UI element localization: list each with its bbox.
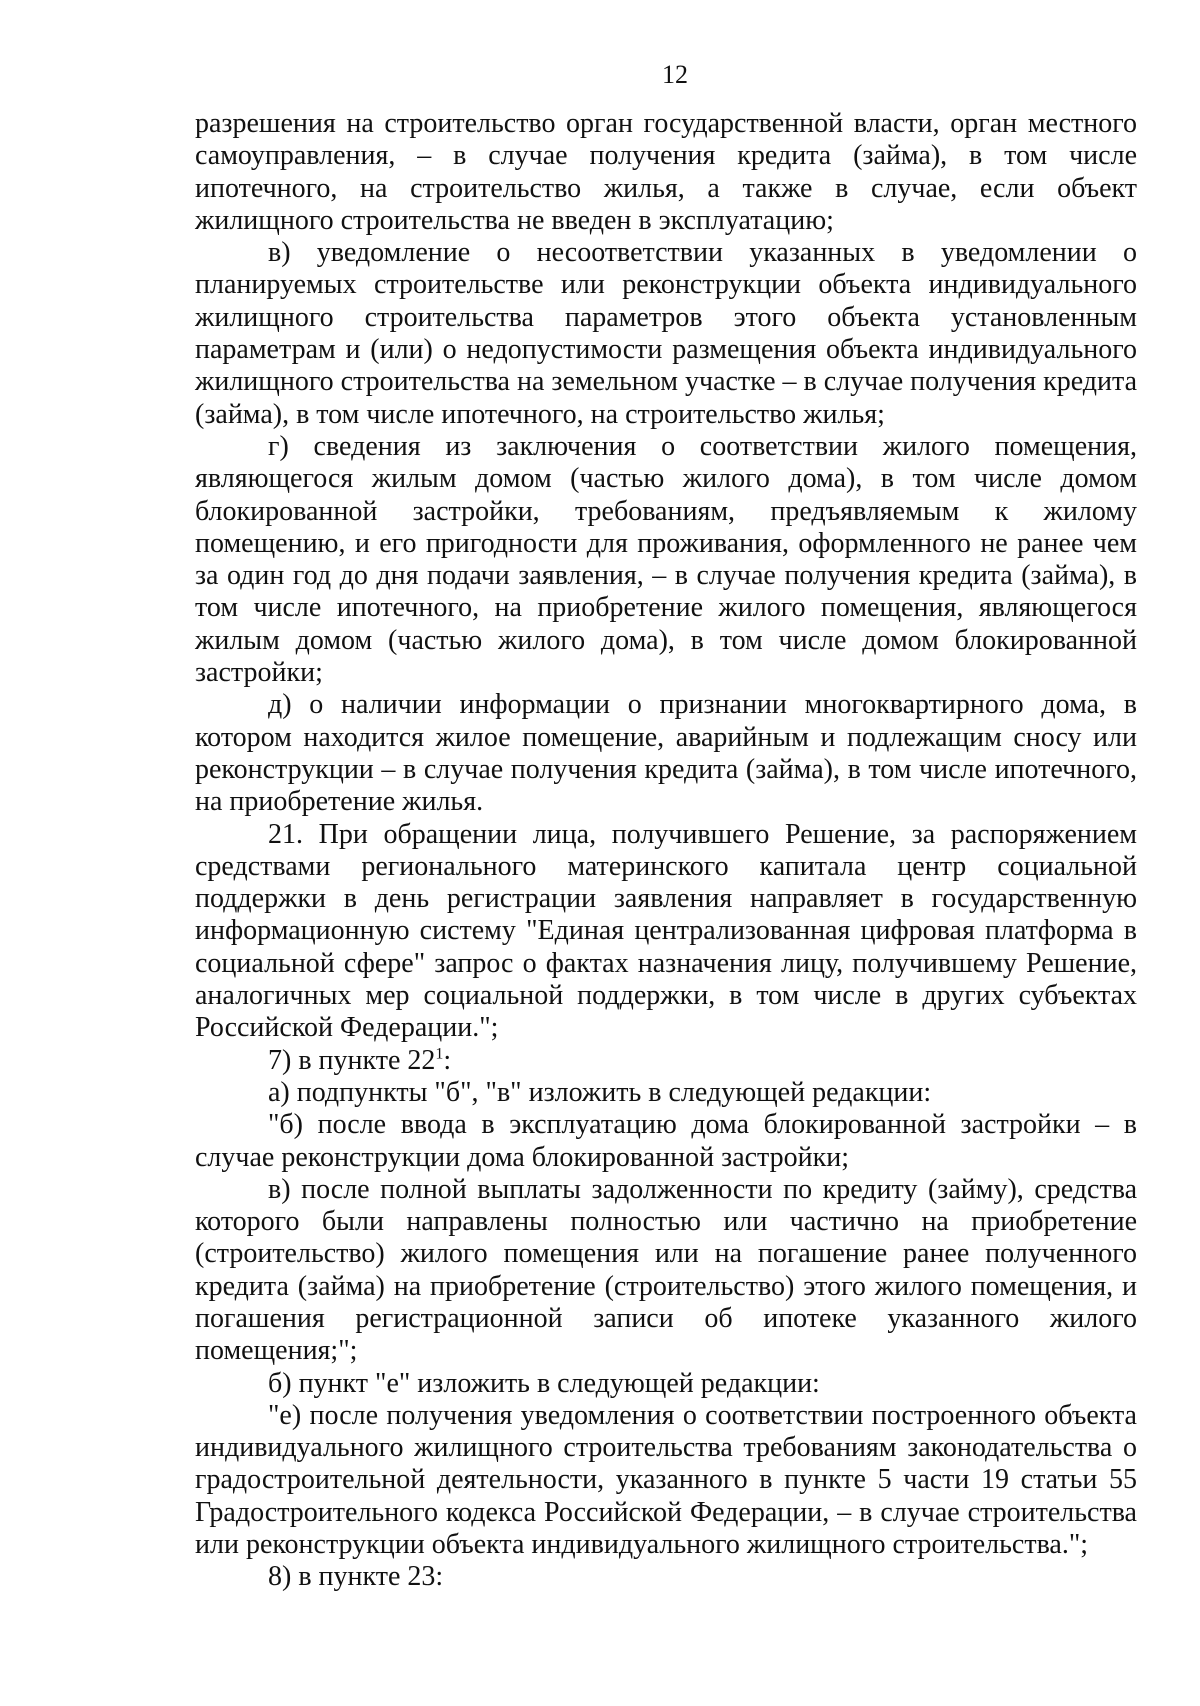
item-7-superscript: 1	[435, 1045, 444, 1063]
paragraph-subitem-a: а) подпункты "б", "в" изложить в следующей редакции:	[268, 1076, 932, 1108]
paragraph-quote-v: в) после полной выплаты задолженности по кредиту (займу), средства которого были направлены полностью или частично на приобретение (строительство) жилого помещения или на погашение ранее полученного кредита (займа) на приобретение (строительство) этого жилого помещения, и погашения регистрационной записи об ипотеке указанного жилого помещения;";	[195, 1173, 1137, 1367]
paragraph-item-8: 8) в пункте 23:	[268, 1561, 444, 1593]
paragraph-item-g: г) сведения из заключения о соответствии жилого помещения, являющегося жилым домом (частью жилого дома), в том числе домом блокированной застройки, требованиям, предъявляемым к жилому помещению, и его пригодности для проживания, оформленного не ранее чем за один год до дня подачи заявления, – в случае получения кредита (займа), в том числе ипотечного, на приобретение жилого помещения, являющегося жилым домом (частью жилого дома), в том числе домом блокированной застройки;	[195, 430, 1137, 689]
paragraph-point-21: 21. При обращении лица, получившего Решение, за распоряжением средствами регионального материнского капитала центр социальной поддержки в день регистрации заявления направляет в государственную информационную систему "Единая централизованная цифровая платформа в социальной сфере" запрос о фактах назначения лицу, получившему Решение, аналогичных мер социальной поддержки, в том числе в других субъектах Российской Федерации.";	[195, 818, 1137, 1044]
paragraph: разрешения на строительство орган государственной власти, орган местного самоуправления, – в случае получения кредита (займа), в том числе ипотечного, на строительство жилья, а также в случае, если объект жилищного строительства не введен в эксплуатацию;	[195, 108, 1137, 236]
item-7-suffix: :	[443, 1044, 452, 1076]
page-number: 12	[662, 60, 688, 89]
paragraph-subitem-b: б) пункт "е" изложить в следующей редакции:	[268, 1367, 820, 1399]
item-7-prefix: 7) в пункте 22	[268, 1044, 436, 1076]
paragraph-item-7	[195, 1045, 1137, 1077]
paragraph-quote-b: "б) после ввода в эксплуатацию дома блокированной застройки – в случае реконструкции дома блокированной застройки;	[195, 1109, 1137, 1173]
paragraph-item-d: д) о наличии информации о признании многоквартирного дома, в котором находится жилое помещение, аварийным и подлежащим сносу или реконструкции – в случае получения кредита (займа), в том числе ипотечного, на приобретение жилья.	[195, 689, 1137, 818]
paragraph-quote-e: "е) после получения уведомления о соответствии построенного объекта индивидуального жилищного строительства требованиям законодательства о градостроительной деятельности, указанного в пункте 5 части 19 статьи 55 Градостроительного кодекса Российской Федерации, – в случае строительства или реконструкции объекта индивидуального жилищного строительства.";	[195, 1399, 1137, 1561]
paragraph-item-v: в) уведомление о несоответствии указанных в уведомлении о планируемых строительстве или реконструкции объекта индивидуального жилищного строительства параметров этого объекта установленным параметрам и (или) о недопустимости размещения объекта индивидуального жилищного строительства на земельном участке – в случае получения кредита (займа), в том числе ипотечного, на строительство жилья;	[195, 237, 1137, 430]
document-body	[195, 108, 1137, 1594]
